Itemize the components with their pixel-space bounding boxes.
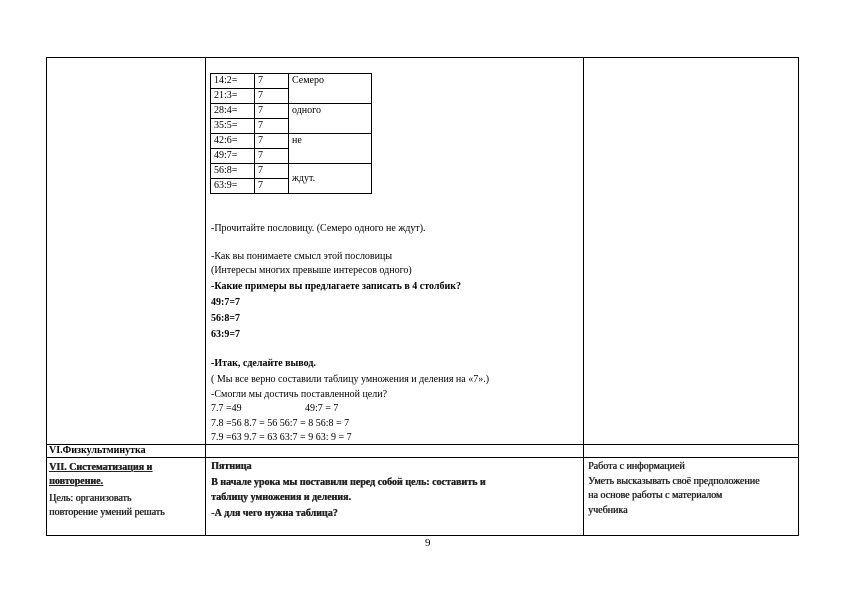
table-cell: 7 (255, 104, 289, 119)
mid-text-1: В начале урока мы поставили перед собой цель: составить и (211, 477, 486, 488)
table-left-border (46, 57, 47, 536)
table-cell: 7 (255, 74, 289, 89)
result-line-1b: 49:7 = 7 (305, 403, 339, 414)
stage7-goal-2: повторение умений решать (49, 507, 165, 518)
table-row (211, 74, 372, 89)
conclusion-question-text: Итак, сделайте вывод. (214, 358, 316, 369)
stage7-goal-1: Цель: организовать (49, 493, 132, 504)
right-text-1: Работа с информацией (588, 461, 685, 472)
table-top-border (46, 57, 799, 58)
table-cell: 7 (255, 149, 289, 164)
table-cell: 7 (255, 89, 289, 104)
example-2: 56:8=7 (211, 313, 241, 324)
table-cell: 35:5= (211, 119, 255, 134)
table-cell: 49:7= (211, 149, 255, 164)
table-cell: 7 (255, 134, 289, 149)
mid-text-3: -А для чего нужна таблица? (211, 508, 338, 519)
table-right-border (798, 57, 799, 536)
table-bottom-border (46, 535, 799, 536)
right-text-4: учебника (588, 505, 628, 516)
row-divider-fizminutka-bottom (46, 457, 799, 458)
table-cell: 28:4= (211, 104, 255, 119)
example-3: 63:9=7 (211, 329, 241, 340)
table-cell: Семеро (289, 74, 372, 104)
stage7-title-2: повторение. (49, 476, 103, 487)
stage6-label: VI.Физкультминутка (49, 445, 146, 456)
table-cell: 14:2= (211, 74, 255, 89)
friday-label: Пятница (211, 461, 252, 472)
table-cell: 63:9= (211, 179, 255, 194)
page-number: 9 (425, 537, 431, 549)
goal-question: -Смогли мы достичь поставленной цели? (211, 389, 388, 400)
table-cell: 21:3= (211, 89, 255, 104)
column-divider-2 (583, 57, 584, 536)
example-1: 49:7=7 (211, 297, 241, 308)
table-cell: 7 (255, 119, 289, 134)
table-row (211, 134, 372, 149)
column4-question-text: Какие примеры вы предлагаете записать в 4 столбик? (214, 281, 461, 292)
result-line-3: 7.9 =63 9.7 = 63 63:7 = 9 63: 9 = 7 (211, 432, 352, 443)
table-cell: не (289, 134, 372, 164)
table-cell: 7 (255, 179, 289, 194)
meaning-answer: (Интересы многих превыше интересов одного) (211, 265, 412, 276)
table-cell: ждут. (289, 164, 372, 194)
mid-text-2: таблицу умножения и деления. (211, 492, 351, 503)
result-line-1a: 7.7 =49 (211, 403, 242, 414)
row-divider-fizminutka-top (46, 444, 799, 445)
table-row (211, 104, 372, 119)
table-cell: 56:8= (211, 164, 255, 179)
column-divider-1 (205, 57, 206, 536)
right-text-3: на основе работы с материалом (588, 490, 723, 501)
read-prompt: -Прочитайте пословицу. (Семеро одного не ждут). (211, 223, 426, 234)
result-line-2: 7.8 =56 8.7 = 56 56:7 = 8 56:8 = 7 (211, 418, 350, 429)
meaning-question: -Как вы понимаете смысл этой пословицы (211, 251, 393, 262)
stage7-title-1: VII. Систематизация и (49, 462, 153, 473)
conclusion-answer: ( Мы все верно составили таблицу умножения и деления на «7».) (211, 374, 490, 385)
conclusion-question: -Итак, сделайте вывод. (211, 358, 316, 369)
column4-question: -Какие примеры вы предлагаете записать в 4 столбик? (211, 281, 461, 292)
table-cell: 7 (255, 164, 289, 179)
table-cell: 42:6= (211, 134, 255, 149)
proverb-table (210, 73, 372, 194)
table-row (211, 164, 372, 179)
table-cell: одного (289, 104, 372, 134)
right-text-2: Уметь высказывать своё предположение (588, 476, 760, 487)
